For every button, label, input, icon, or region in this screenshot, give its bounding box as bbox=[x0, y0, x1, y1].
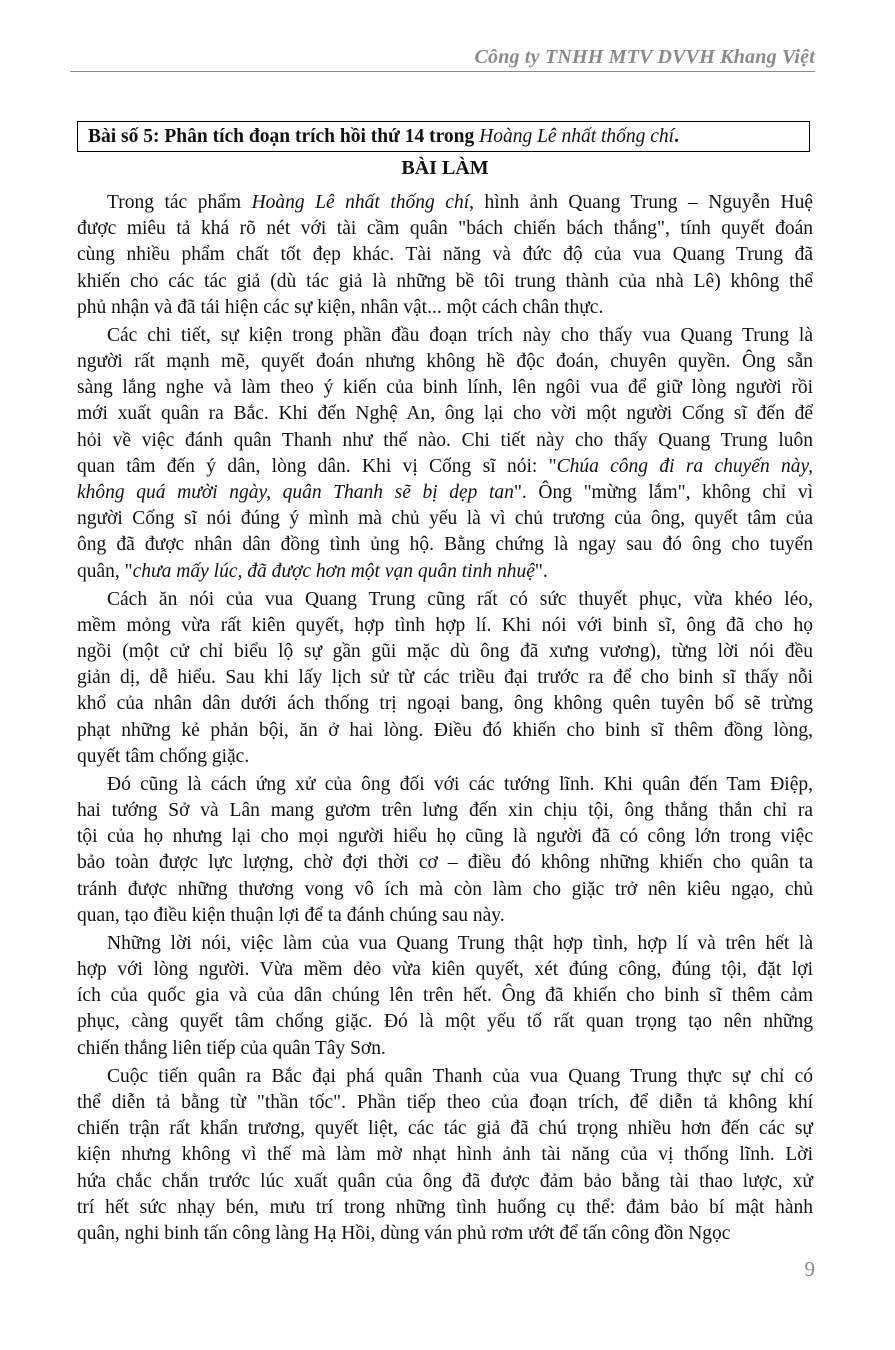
text-line bbox=[77, 190, 813, 216]
text: tội của họ nhưng lại cho mọi người hiểu họ cũng là người đã có công lớn trong việc bbox=[77, 826, 813, 848]
text: Cách ăn nói của vua Quang Trung cũng rất có sức thuyết phục, vừa khéo léo, bbox=[107, 588, 813, 610]
text-line bbox=[77, 691, 813, 717]
exercise-title-box bbox=[77, 121, 810, 152]
paragraph bbox=[77, 323, 813, 585]
text-line bbox=[77, 1169, 813, 1195]
text: khổ của nhân dân dưới ách thống trị ngoại bang, ông không quên tuyên bố sẽ trừng bbox=[77, 693, 813, 715]
text: Đó cũng là cách ứng xử của ông đối với các tướng lĩnh. Khi quân đến Tam Điệp, bbox=[107, 773, 813, 795]
paragraph bbox=[77, 190, 813, 321]
paragraph bbox=[77, 587, 813, 770]
text: trí hết sức nhạy bén, mưu trí trong những tình huống cụ thể: đảm bảo bí mật hành bbox=[77, 1196, 813, 1218]
text-line bbox=[77, 1009, 813, 1035]
text: , hình ảnh Quang Trung – Nguyễn Huệ bbox=[469, 192, 813, 213]
text: hai tướng Sở và Lân mang gươm trên lưng đến xin chịu tội, ông thẳng thắn chỉ ra bbox=[77, 800, 813, 822]
text-line bbox=[77, 428, 813, 454]
text: phục, càng quyết tâm chống giặc. Đó là một yếu tố rất quan trọng tạo nên những bbox=[77, 1011, 813, 1033]
text-line bbox=[77, 931, 813, 957]
text: giản dị, dễ hiểu. Sau khi lấy lịch sử từ các triều đại trước ra để cho binh sĩ thấy nỗi bbox=[77, 667, 813, 689]
text-line bbox=[77, 824, 813, 850]
text-line bbox=[77, 295, 813, 321]
header-rule bbox=[70, 71, 815, 72]
text: thể diễn tả bằng từ "thần tốc". Phần tiếp theo của đoạn trích, để diễn tả không khí bbox=[77, 1091, 813, 1113]
text: bảo toàn được lực lượng, chờ đợi thời cơ – điều đó không những khiến cho quân ta bbox=[77, 852, 813, 874]
text-line bbox=[77, 454, 813, 480]
text: quyết tâm chống giặc. bbox=[77, 745, 250, 767]
text-line bbox=[77, 877, 813, 903]
text-line bbox=[77, 1195, 813, 1221]
text: sàng lắng nghe và làm theo ý kiến của binh lính, lên ngôi vua để giữ lòng người rồi bbox=[77, 377, 813, 399]
text-line bbox=[77, 1064, 813, 1090]
text: được miêu tả khá rõ nét với tài cầm quân "bách chiến bách thắng", tính quyết đoán bbox=[77, 218, 813, 240]
text: quân, nghi binh tấn công làng Hạ Hồi, dùng ván phủ rơm ướt để tấn công đồn Ngọc bbox=[77, 1222, 731, 1244]
paragraph bbox=[77, 772, 813, 929]
paragraph bbox=[77, 1064, 813, 1247]
text: khiến cho các tác giả (dù tác giả là những bề tôi trung thành của nhà Lê) không thể bbox=[77, 270, 813, 292]
text: phạt những kẻ phản bội, ăn ở hai lòng. Điều đó khiến cho binh sĩ thêm đồng lòng, bbox=[77, 719, 813, 741]
text-line bbox=[77, 559, 813, 585]
text-line bbox=[77, 718, 813, 744]
text: ngồi (một cử chỉ biểu lộ sự gần gũi mặc dù ông đã xưng vương), từng lời nói đều bbox=[77, 641, 813, 663]
text-line bbox=[77, 1221, 813, 1247]
text: Cuộc tiến quân ra Bắc đại phá quân Thanh của vua Quang Trung thực sự chỉ có bbox=[107, 1065, 813, 1087]
text-line bbox=[77, 613, 813, 639]
text-line bbox=[77, 639, 813, 665]
italic-text: chưa mấy lúc, đã được hơn một vạn quân tinh nhuệ bbox=[132, 560, 535, 582]
text: quan, tạo điều kiện thuận lợi để ta đánh chúng sau này. bbox=[77, 904, 505, 926]
text: hợp với lòng người. Vừa mềm dẻo vừa kiên quyết, xét đúng công, đúng tội, đặt lợi bbox=[77, 959, 813, 981]
text-line bbox=[77, 798, 813, 824]
text: ích của quốc gia và của dân chúng lên trên hết. Ông đã khiến cho binh sĩ thêm cảm bbox=[77, 985, 813, 1007]
exercise-title-work: Hoàng Lê nhất thống chí bbox=[479, 126, 675, 147]
essay-body bbox=[77, 190, 813, 1247]
text: mềm mỏng vừa rất kiên quyết, hợp tình hợp lí. Khi nói với binh sĩ, ông đã cho họ bbox=[77, 614, 813, 636]
text: người rất mạnh mẽ, quyết đoán nhưng không hề độc đoán, chuyên quyền. Ông sẵn bbox=[77, 351, 813, 373]
text: quân, " bbox=[77, 560, 133, 582]
text: mới xuất quân ra Bắc. Khi đến Nghệ An, ông lại cho vời một người Cống sĩ đến để bbox=[77, 403, 813, 425]
text-line bbox=[77, 983, 813, 1009]
text-line bbox=[77, 850, 813, 876]
text: phủ nhận và đã tái hiện các sự kiện, nhân vật... một cách chân thực. bbox=[77, 296, 604, 318]
text-line bbox=[77, 772, 813, 798]
text: kiện nhưng không vì thế mà làm mờ nhạt hình ảnh tài năng của vị thống lĩnh. Lời bbox=[77, 1144, 813, 1166]
text-line bbox=[77, 375, 813, 401]
text-line bbox=[77, 1036, 813, 1062]
text: Những lời nói, việc làm của vua Quang Trung thật hợp tình, hợp lí và trên hết là bbox=[107, 932, 813, 954]
paragraph bbox=[77, 931, 813, 1062]
text-line bbox=[77, 744, 813, 770]
text-line bbox=[77, 587, 813, 613]
text-line bbox=[77, 242, 813, 268]
text: cùng nhiều phẩm chất tốt đẹp khác. Tài năng và đức độ của vua Quang Trung đã bbox=[77, 244, 813, 266]
text: quan tâm đến ý dân, lòng dân. Khi vị Cống sĩ nói: " bbox=[77, 455, 557, 477]
text: chiến thắng liên tiếp của quân Tây Sơn. bbox=[77, 1037, 386, 1059]
text: Trong tác phẩm bbox=[107, 192, 252, 213]
italic-text: Chúa công đi ra chuyến này, bbox=[556, 455, 813, 477]
italic-text: không quá mười ngày, quân Thanh sẽ bị dẹp tan bbox=[77, 482, 514, 504]
text-line bbox=[77, 506, 813, 532]
text: ". Ông "mừng lắm", không chỉ vì bbox=[513, 482, 813, 504]
text: người Cống sĩ nói đúng ý mình mà chủ yếu là vì chủ trương của ông, quyết tâm của bbox=[77, 508, 813, 530]
text-line bbox=[77, 1090, 813, 1116]
text: Các chi tiết, sự kiện trong phần đầu đoạn trích này cho thấy vua Quang Trung là bbox=[107, 324, 813, 346]
exercise-title-suffix: . bbox=[674, 126, 679, 147]
text-line bbox=[77, 1142, 813, 1168]
exercise-title-prefix: Bài số 5: Phân tích đoạn trích hồi thứ 14 trong bbox=[88, 126, 480, 147]
text: hỏi về việc đánh quân Thanh như thế nào. Chi tiết này cho thấy Quang Trung luôn bbox=[77, 429, 813, 451]
text-line bbox=[77, 532, 813, 558]
text-line bbox=[77, 216, 813, 242]
italic-text: Hoàng Lê nhất thống chí bbox=[251, 192, 470, 213]
section-title: BÀI LÀM bbox=[401, 157, 489, 179]
text-line bbox=[77, 1116, 813, 1142]
running-header-publisher: Công ty TNHH MTV DVVH Khang Việt bbox=[474, 46, 815, 68]
text: tránh được những thương vong vô ích mà còn làm cho giặc trở nên kiêu ngạo, chủ bbox=[77, 878, 813, 900]
text: hứa chắc chắn trước lúc xuất quân của ông đã được đảm bảo bằng tài thao lược, xử bbox=[77, 1170, 813, 1192]
text: ". bbox=[534, 560, 548, 582]
text-line bbox=[77, 480, 813, 506]
text-line bbox=[77, 957, 813, 983]
text-line bbox=[77, 323, 813, 349]
text: chiến trận rất khẩn trương, quyết liệt, các tác giả đã chú trọng nhiều hơn đến các sự bbox=[77, 1118, 813, 1140]
text-line bbox=[77, 665, 813, 691]
page-number: 9 bbox=[804, 1257, 815, 1281]
text-line bbox=[77, 349, 813, 375]
text-line bbox=[77, 401, 813, 427]
text: ông đã được nhân dân đồng tình ủng hộ. Bằng chứng là ngay sau đó ông cho tuyển bbox=[77, 534, 813, 556]
text-line bbox=[77, 269, 813, 295]
text-line bbox=[77, 903, 813, 929]
